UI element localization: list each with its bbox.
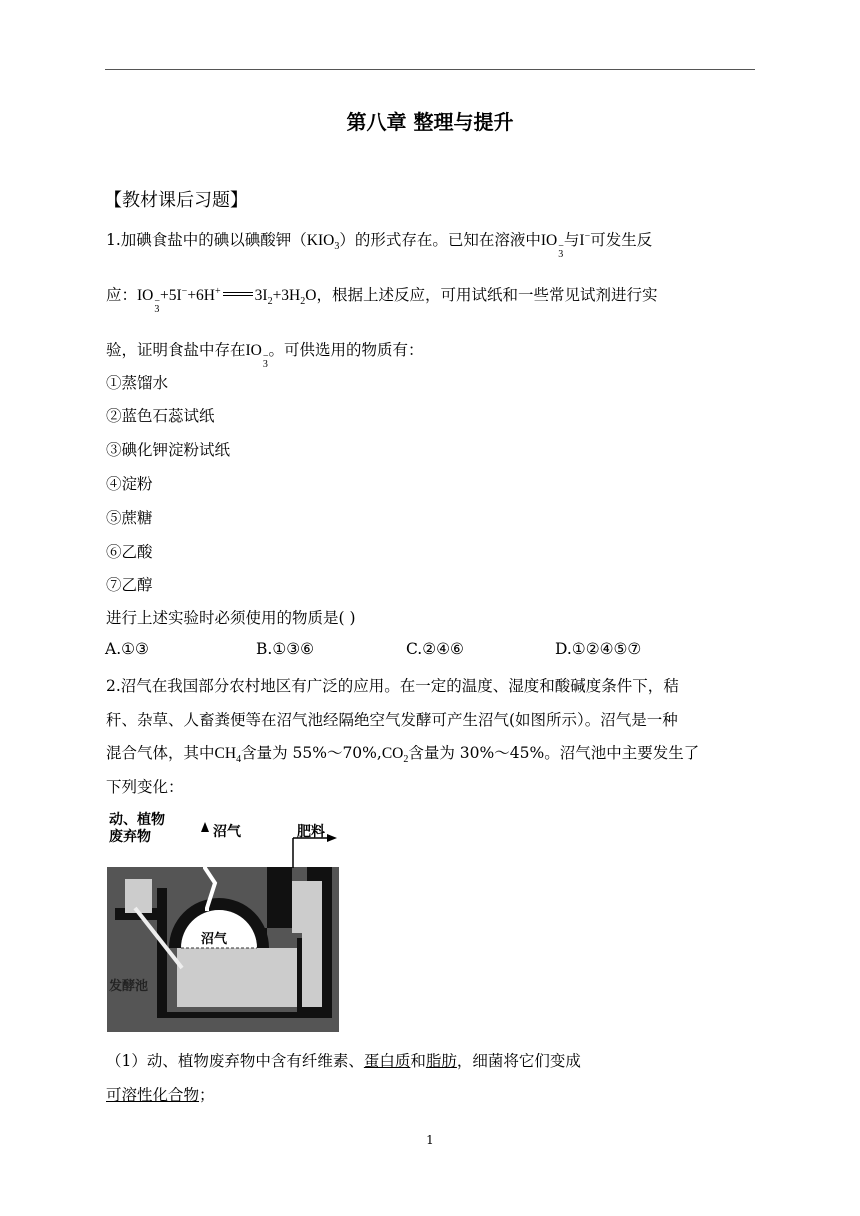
question-stem: 进行上述实验时必须使用的物质是( ): [106, 609, 356, 627]
answer-soluble-compounds: 可溶性化合物: [106, 1086, 200, 1104]
reaction-equation: IO − 3 +5I−+6H+ $3I_2+3H_2O$: [137, 285, 317, 315]
q1-text: ，根据上述反应，可用试纸和一些常见试剂进行实: [316, 286, 658, 304]
option-b: B.①③⑥: [256, 640, 315, 658]
label-gas-out: 沼气: [213, 824, 241, 840]
list-item: ③碘化钾淀粉试纸: [106, 441, 231, 459]
label-waste-2: 废弃物: [109, 829, 151, 845]
q2-line3: [106, 741, 700, 766]
q2-text: 和: [410, 1052, 426, 1070]
q1-line2: [106, 283, 657, 314]
option-a: A.①③: [105, 640, 149, 658]
q1-line3: [106, 338, 424, 369]
option-c: C.②④⑥: [406, 640, 464, 658]
option-d: D.①②④⑤⑦: [555, 640, 642, 658]
q2-text: 混合气体，其中: [106, 744, 215, 762]
q2-text: ，细菌将它们变成: [456, 1052, 581, 1070]
header-rule: [105, 69, 755, 70]
inlet-chamber: [125, 879, 152, 913]
q2-text: 含量为 55%～70%,: [241, 744, 382, 762]
iodate-ion: IO − 3: [540, 232, 564, 260]
methane-formula: $CH_4$: [214, 745, 242, 766]
iodide-ion: I−: [579, 230, 591, 249]
q1-text: 1.加碘食盐中的碘以碘酸钾（: [106, 231, 307, 249]
q2-text: （1）动、植物废弃物中含有纤维素、: [106, 1052, 364, 1070]
list-item: ④淀粉: [106, 475, 153, 493]
page-title: 第八章 整理与提升: [346, 110, 514, 134]
label-fertilizer: 肥料: [297, 824, 325, 840]
label-waste-1: 动、植物: [109, 812, 165, 828]
q2-text: 含量为 30%～45%。沼气池中主要发生了: [408, 744, 700, 762]
page-number: 1: [426, 1133, 434, 1147]
outlet-chamber: [292, 881, 322, 933]
q2-line1: 2.沼气在我国部分农村地区有广泛的应用。在一定的温度、湿度和酸碱度条件下，秸: [106, 677, 679, 695]
kio3-formula: $KIO_3$: [306, 232, 340, 253]
q1-text: ）的形式存在。已知在溶液中: [339, 231, 541, 249]
q1-text: 应：: [106, 286, 138, 304]
list-item: ⑦乙醇: [106, 576, 153, 594]
biogas-digester-figure: [107, 808, 339, 1032]
q2-sub1-line2: [106, 1083, 215, 1105]
list-item: ①蒸馏水: [106, 374, 169, 392]
outlet-channel: [302, 933, 322, 1007]
answer-protein: 蛋白质: [363, 1052, 411, 1070]
section-heading: 【教材课后习题】: [104, 190, 248, 211]
label-tank: 发酵池: [109, 979, 149, 994]
q1-text: 与: [563, 231, 580, 249]
q2-sub1-line1: [106, 1049, 581, 1071]
q1-text: 验，证明食盐中存在: [106, 341, 246, 359]
co2-formula: $CO_2$: [381, 745, 409, 766]
q2-line2: 秆、杂草、人畜粪便等在沼气池经隔绝空气发酵可产生沼气(如图所示）。沼气是一种: [106, 711, 678, 729]
iodate-ion: IO − 3: [245, 342, 269, 370]
label-gas-dome: 沼气: [201, 932, 228, 947]
list-item: ⑥乙酸: [106, 543, 153, 561]
q1-text: 可发生反: [590, 231, 653, 249]
q2-line4: 下列变化：: [106, 778, 184, 796]
q1-text: 。可供选用的物质有：: [268, 341, 424, 359]
list-item: ⑤蔗糖: [106, 509, 153, 527]
arrow-right-icon: [327, 834, 337, 842]
q2-text: ；: [199, 1086, 215, 1104]
q1-line1: [106, 228, 652, 259]
fermentation-slurry: [177, 948, 297, 1007]
answer-fat: 脂肪: [425, 1052, 457, 1070]
list-item: ②蓝色石蕊试纸: [106, 407, 215, 425]
arrow-up-icon: [201, 822, 209, 832]
